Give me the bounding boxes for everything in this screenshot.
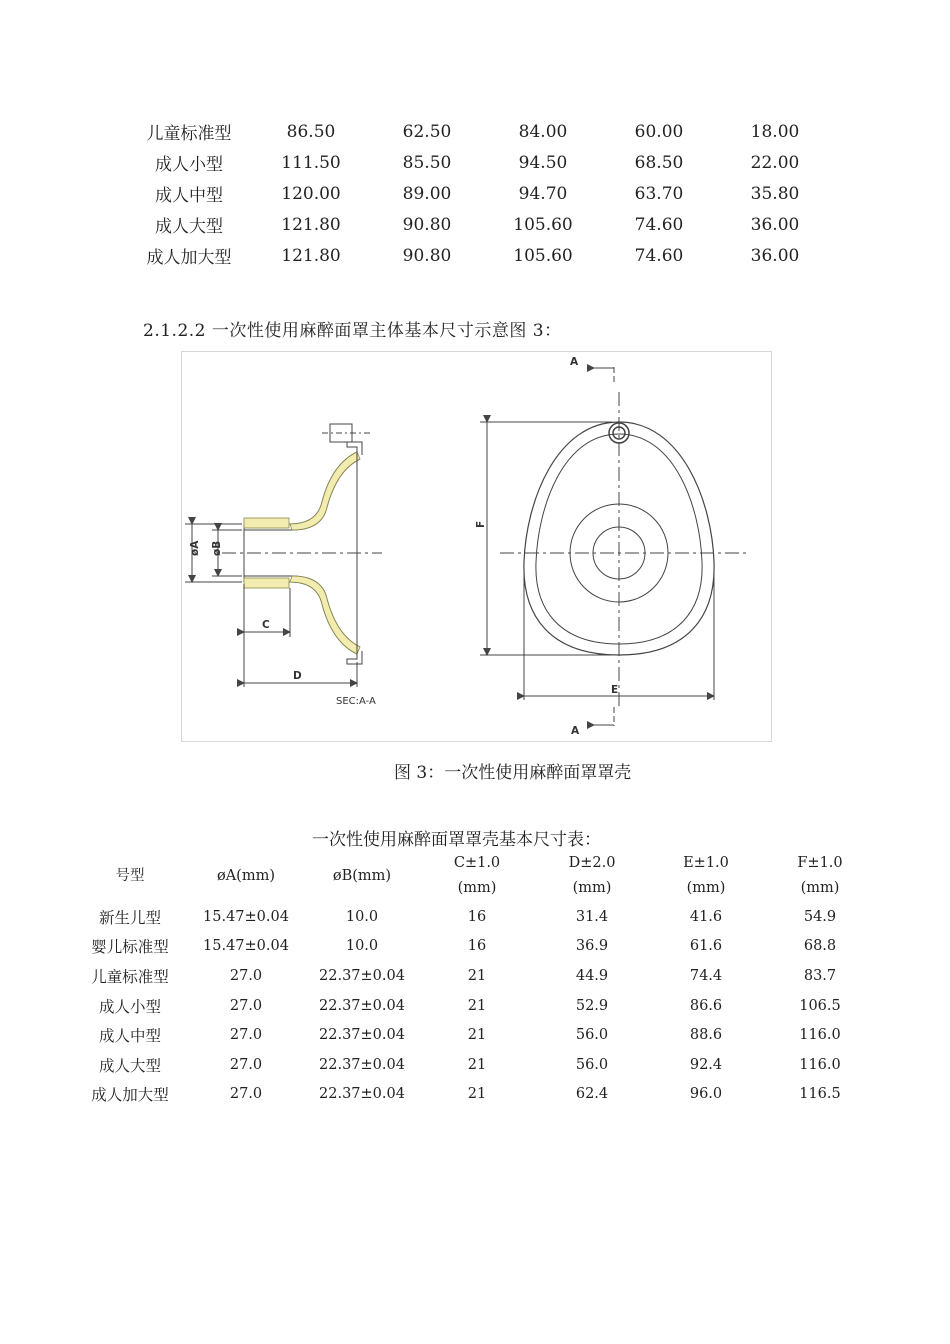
value-cell: 84.00 (518, 121, 568, 142)
value-cell: 89.00 (402, 183, 452, 204)
value-cell: 116.0 (799, 1027, 841, 1044)
value-cell: 27.0 (229, 1086, 263, 1103)
value-cell: 94.50 (518, 152, 568, 173)
mask-shell-dimension-table (72, 850, 878, 1109)
table-row (125, 209, 833, 240)
value-cell: 94.70 (518, 183, 568, 204)
column-header-unit: (mm) (800, 880, 840, 896)
value-cell: 22.37±0.04 (319, 1086, 405, 1103)
value-cell: 63.70 (634, 183, 684, 204)
value-cell: 54.9 (803, 908, 837, 925)
column-header-label: 号型 (115, 867, 145, 884)
table-row (125, 178, 833, 209)
size-name-cell: 成人小型 (98, 997, 161, 1016)
value-cell: 21 (467, 967, 487, 984)
value-cell: 121.80 (281, 214, 341, 235)
value-cell: 56.0 (575, 1056, 609, 1073)
label-e: E (611, 684, 619, 696)
table-row (125, 147, 833, 178)
value-cell: 105.60 (513, 245, 573, 266)
value-cell: 68.50 (634, 152, 684, 173)
label-phi-a: øA (189, 540, 201, 556)
section-heading: 2.1.2.2 一次性使用麻醉面罩主体基本尺寸示意图 3： (143, 321, 562, 341)
value-cell: 86.50 (286, 121, 336, 142)
value-cell: 90.80 (402, 214, 452, 235)
table-row (72, 1050, 878, 1080)
column-header (534, 850, 650, 902)
value-cell: 106.5 (799, 997, 841, 1014)
column-header (420, 850, 534, 902)
front-view (480, 367, 750, 726)
value-cell: 22.37±0.04 (319, 997, 405, 1014)
value-cell: 21 (467, 1086, 487, 1103)
label-a-top: A (570, 356, 579, 368)
size-name-cell: 成人加大型 (91, 1086, 169, 1105)
column-header-label: C±1.0 (453, 855, 501, 871)
value-cell: 56.0 (575, 1027, 609, 1044)
column-header-label: øB(mm) (332, 867, 392, 884)
value-cell: 60.00 (634, 121, 684, 142)
value-cell: 10.0 (345, 908, 379, 925)
value-cell: 16 (467, 938, 487, 955)
top-dimension-table (125, 116, 833, 271)
value-cell: 27.0 (229, 1056, 263, 1073)
value-cell: 27.0 (229, 997, 263, 1014)
size-name-cell: 儿童标准型 (146, 124, 232, 144)
value-cell: 27.0 (229, 1027, 263, 1044)
table-title: 一次性使用麻醉面罩罩壳基本尺寸表： (312, 830, 601, 850)
value-cell: 35.80 (750, 183, 800, 204)
value-cell: 31.4 (575, 908, 609, 925)
value-cell: 85.50 (402, 152, 452, 173)
label-f: F (475, 520, 487, 528)
value-cell: 120.00 (281, 183, 341, 204)
shell-outline-top (244, 442, 362, 524)
value-cell: 96.0 (689, 1086, 723, 1103)
value-cell: 16 (467, 908, 487, 925)
table-row (72, 991, 878, 1021)
label-a-bottom: A (571, 725, 580, 737)
table-row (72, 1020, 878, 1050)
value-cell: 36.00 (750, 245, 800, 266)
column-header-label: D±2.0 (568, 855, 616, 871)
value-cell: 92.4 (689, 1056, 723, 1073)
size-name-cell: 成人小型 (155, 155, 223, 175)
value-cell: 15.47±0.04 (203, 938, 289, 955)
table-row (125, 240, 833, 271)
value-cell: 62.50 (402, 121, 452, 142)
value-cell: 22.37±0.04 (319, 1056, 405, 1073)
technical-drawing-svg (182, 352, 771, 741)
size-name-cell: 儿童标准型 (91, 967, 169, 986)
value-cell: 83.7 (803, 967, 837, 984)
value-cell: 10.0 (345, 938, 379, 955)
value-cell: 15.47±0.04 (203, 908, 289, 925)
value-cell: 18.00 (750, 121, 800, 142)
table-row (72, 932, 878, 962)
value-cell: 68.8 (803, 938, 837, 955)
value-cell: 90.80 (402, 245, 452, 266)
column-header-unit: (mm) (686, 880, 726, 896)
value-cell: 44.9 (575, 967, 609, 984)
column-header-unit: (mm) (572, 880, 612, 896)
column-header (188, 850, 304, 902)
column-header-label: E±1.0 (683, 855, 729, 871)
size-name-cell: 成人大型 (98, 1056, 161, 1075)
label-c: C (262, 619, 270, 631)
table-header-row (72, 850, 878, 902)
value-cell: 21 (467, 997, 487, 1014)
column-header-label: F±1.0 (797, 855, 843, 871)
column-header-label: øA(mm) (216, 867, 275, 884)
size-name-cell: 成人中型 (98, 1027, 161, 1046)
mask-shell-drawing (181, 351, 772, 742)
value-cell: 74.60 (634, 214, 684, 235)
size-name-cell: 成人加大型 (146, 248, 232, 268)
value-cell: 22.37±0.04 (319, 967, 405, 984)
shell-wall-top (290, 452, 360, 530)
figure-caption: 图 3：一次性使用麻醉面罩罩壳 (394, 763, 632, 783)
value-cell: 111.50 (281, 152, 341, 173)
size-name-cell: 婴儿标准型 (91, 938, 169, 957)
column-header (762, 850, 878, 902)
value-cell: 22.37±0.04 (319, 1027, 405, 1044)
value-cell: 36.00 (750, 214, 800, 235)
column-header (72, 850, 188, 902)
value-cell: 74.4 (689, 967, 723, 984)
size-name-cell: 新生儿型 (98, 908, 161, 927)
value-cell: 52.9 (575, 997, 609, 1014)
value-cell: 27.0 (229, 967, 263, 984)
value-cell: 116.5 (799, 1086, 841, 1103)
column-header (304, 850, 420, 902)
value-cell: 74.60 (634, 245, 684, 266)
shell-wall-bottom (290, 576, 360, 654)
table-row (72, 961, 878, 991)
column-header-unit: (mm) (457, 880, 497, 896)
value-cell: 121.80 (281, 245, 341, 266)
label-sec: SEC:A-A (336, 696, 376, 707)
table-row (125, 116, 833, 147)
size-name-cell: 成人中型 (155, 186, 223, 206)
label-d: D (293, 670, 302, 682)
column-header (650, 850, 762, 902)
value-cell: 21 (467, 1027, 487, 1044)
value-cell: 105.60 (513, 214, 573, 235)
value-cell: 86.6 (689, 997, 723, 1014)
table-row (72, 902, 878, 932)
value-cell: 41.6 (689, 908, 723, 925)
size-name-cell: 成人大型 (155, 217, 223, 237)
value-cell: 88.6 (689, 1027, 723, 1044)
table-row (72, 1080, 878, 1110)
value-cell: 36.9 (575, 938, 609, 955)
value-cell: 22.00 (750, 152, 800, 173)
value-cell: 62.4 (575, 1086, 609, 1103)
value-cell: 61.6 (689, 938, 723, 955)
value-cell: 21 (467, 1056, 487, 1073)
label-phi-b: øB (211, 540, 223, 556)
value-cell: 116.0 (799, 1056, 841, 1073)
